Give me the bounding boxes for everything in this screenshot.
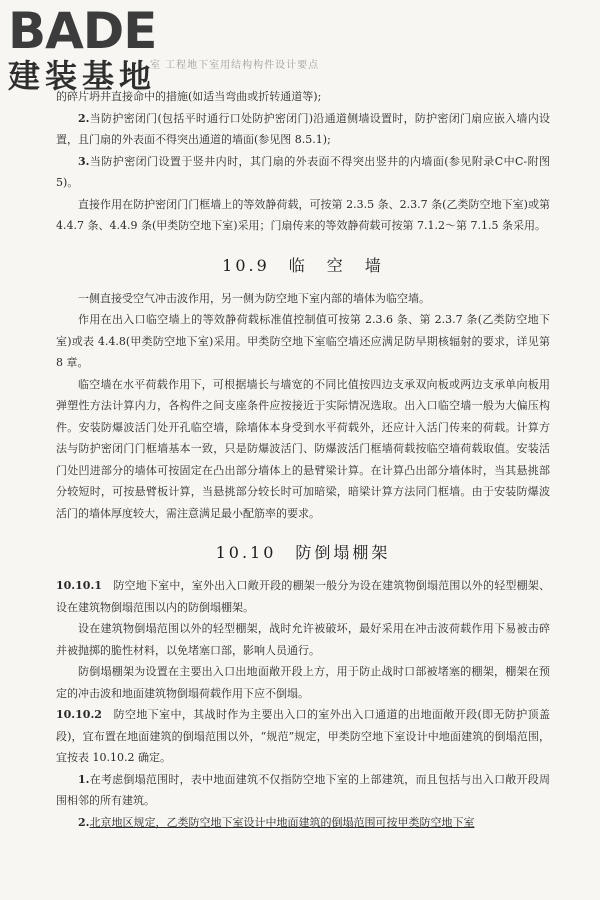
watermark-chinese-text: 建装基地 [8,57,157,95]
paragraph-item-1: 1.在考虑倒塌范围时，表中地面建筑不仅指防空地下室的上部建筑，而且包括与出入口敞开段周围相邻的所有建筑。 [56,772,550,807]
paragraph-door-load: 直接作用在防护密闭门门框墙上的等效静荷载，可按第 2.3.5 条、2.3.7 条(乙类防空地下室)或第 4.4.7 条、4.4.9 条(甲类防空地下室)采用；门扇传来的等效静荷载可按第 7.1.2～第 7.1.5 条采用。 [56,197,550,232]
section-title-10-10: 10.10 防倒塌棚架 [215,543,391,562]
clause-10-10-1: 10.10.1 防空地下室中，室外出入口敞开段的棚架一般分为设在建筑物倒塌范围以外的轻型棚架、设在建筑物倒塌范围以内的防倒塌棚架。 [56,579,550,614]
brand-watermark [8,4,198,96]
clause-10-10-2: 10.10.2 防空地下室中，其战时作为主要出入口的室外出入口通道的出地面敞开段(即无防护顶盖段)，宜布置在地面建筑的倒塌范围以外，“规范”规定，甲类防空地下室设计中地面建筑的倒塌范围，宜按表 10.10.2 确定。 [56,708,550,764]
watermark-logo-text: BADE [8,2,157,60]
page-content [56,86,550,833]
paragraph-load-value: 作用在出入口临空墙上的等效静荷载标准值控制值可按第 2.3.6 条、第 2.3.7 条(乙类防空地下室)或表 4.4.8(甲类防空地下室)采用。甲类防空地下室临空墙还应满足防早期核辐射的要求，详见第 8 章。 [56,313,550,369]
section-title-10-9: 10.9 临 空 墙 [222,255,384,275]
paragraph-calculation: 临空墙在水平荷载作用下，可根据墙长与墙宽的不同比值按四边支承双向板或两边支承单向板用弹塑性方法计算内力，各构件之间支座条件应按接近于实际情况选取。出入口临空墙一般为大偏压构件。安装防爆波活门处开孔临空墙，除墙体本身受到水平荷载外，还应计入活门传来的荷载。计算方法与防护密闭门门框墙基本一致，只是防爆波活门、防爆波活门框墙荷载按临空墙荷载取值。安装活门处凹进部分的墙体可按固定在凸出部分墙体上的悬臂梁计算。在计算凸出部分墙体时，当其悬挑部分较短时，可按悬臂板计算，当悬挑部分较长时可加暗梁，暗梁计算方法同门框墙。由于安装防爆波活门的墙体厚度较大，需注意满足最小配筋率的要求。 [56,377,550,520]
running-head: 室 工程地下室用结构构件设计要点 [150,60,320,71]
paragraph-collapse-shed: 防倒塌棚架为设置在主要出入口出地面敞开段上方，用于防止战时口部被堵塞的棚架，棚架在预定的冲击波和地面建筑物倒塌荷载作用下应不倒塌。 [56,665,550,700]
paragraph-item-3: 3.当防护密闭门设置于竖井内时，其门扇的外表面不得突出竖井的内墙面(参见附录C中C-附图5)。 [56,154,550,189]
paragraph-item-2: 2.当防护密闭门(包括平时通行口处防护密闭门)沿通道侧墙设置时，防护密闭门扇应嵌入墙内设置，且门扇的外表面不得突出通道的墙面(参见图 8.5.1); [56,111,550,146]
paragraph-light-shed: 设在建筑物倒塌范围以外的轻型棚架，战时允许被破坏，最好采用在冲击波荷载作用下易被击碎并被抛掷的脆性材料，以免堵塞口部，影响人员通行。 [56,622,550,657]
paragraph-continuation: 的碎片坍井直接命中的措施(如适当弯曲或折转通道等); [56,90,322,103]
paragraph-item-2-beijing: 2.北京地区规定，乙类防空地下室设计中地面建筑的倒塌范围可按甲类防空地下室 [78,815,475,829]
paragraph-definition: 一侧直接受空气冲击波作用，另一侧为防空地下室内部的墙体为临空墙。 [78,291,430,305]
